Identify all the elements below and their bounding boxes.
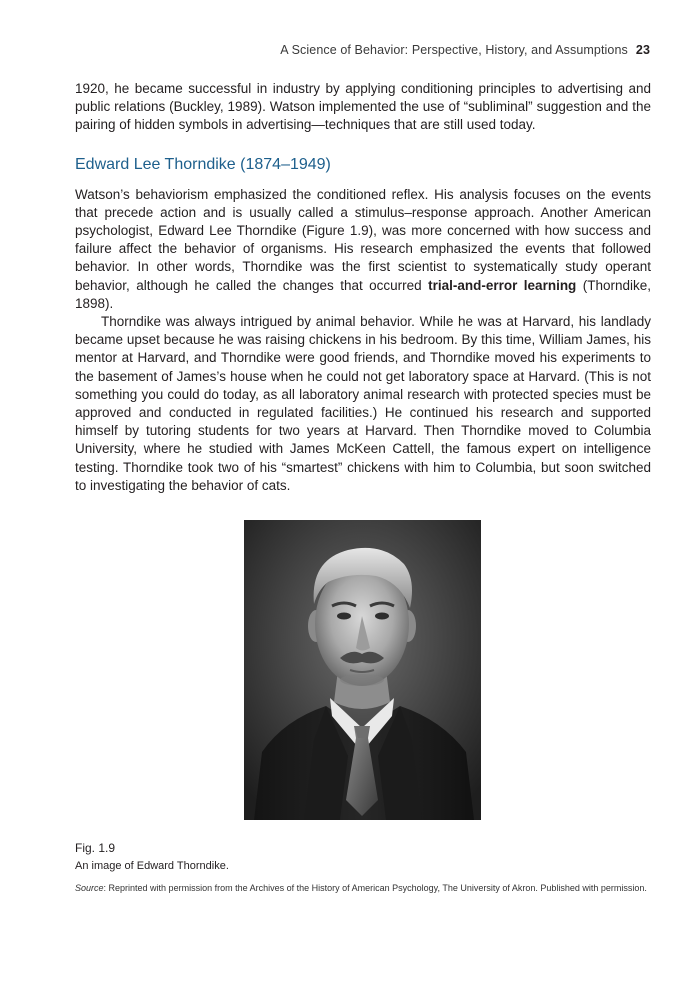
thorndike-portrait-photo: [244, 520, 481, 820]
main-text: [75, 80, 651, 495]
source-text: : Reprinted with permission from the Archives of the History of American Psychology, The University of Akron. Published with permission.: [103, 883, 647, 893]
paragraph-watson-thorndike: [75, 186, 651, 313]
section-heading: Edward Lee Thorndike (1874–1949): [75, 155, 331, 173]
paragraph-text: Watson’s behaviorism emphasized the conditioned reflex. His analysis focuses on the events that precede action and is usually called a stimulus–response approach. Another American psychologist, Edward Lee Thorndike (Figure 1.9), was more concerned with how success and failure affect the behavior of organisms. His research emphasized the events that followed behavior. In other words, Thorndike was the first scientist to systematically study operant behavior, although he called the changes that occurred: [75, 186, 651, 293]
paragraph-text: (Thorndike, 1898).: [75, 277, 652, 311]
paragraph-continued: 1920, he became successful in industry by applying conditioning principles to advertising and public relations (Buckley, 1989). Watson implemented the use of “subliminal” suggestion and the pairing of hidden symbols in advertising—techniques that are still used today.: [75, 81, 651, 133]
paragraph-thorndike-animals: Thorndike was always intrigued by animal behavior. While he was at Harvard, his landlady became upset because he was raising chickens in his bedroom. By this time, William James, his mentor at Harvard, and Thorndike were good friends, and Thorndike moved his experiments to the basement of James’s house when he could not get laboratory space at Harvard. (This is not something you could do today, as all laboratory animal research with protected species must be approved and conducted in regulated facilities.) He continued his research and supported himself by tutoring students for two years at Harvard. Then Thorndike moved to Columbia University, where he studied with James McKeen Cattell, the famous expert on intelligence testing. Thorndike took two of his “smartest” chickens with him to Columbia, but soon switched to investigating the behavior of cats.: [75, 314, 651, 493]
running-header: [280, 43, 650, 57]
figure-caption-text: An image of Edward Thorndike.: [75, 860, 229, 872]
key-term: trial-and-error learning: [428, 277, 577, 293]
figure-caption: [75, 840, 651, 894]
figure-label: Fig. 1.9: [75, 841, 116, 855]
running-title: A Science of Behavior: Perspective, History, and Assumptions: [280, 43, 628, 57]
figure-source: [75, 882, 651, 894]
page-number: 23: [635, 43, 650, 57]
source-label: Source: [75, 883, 104, 893]
